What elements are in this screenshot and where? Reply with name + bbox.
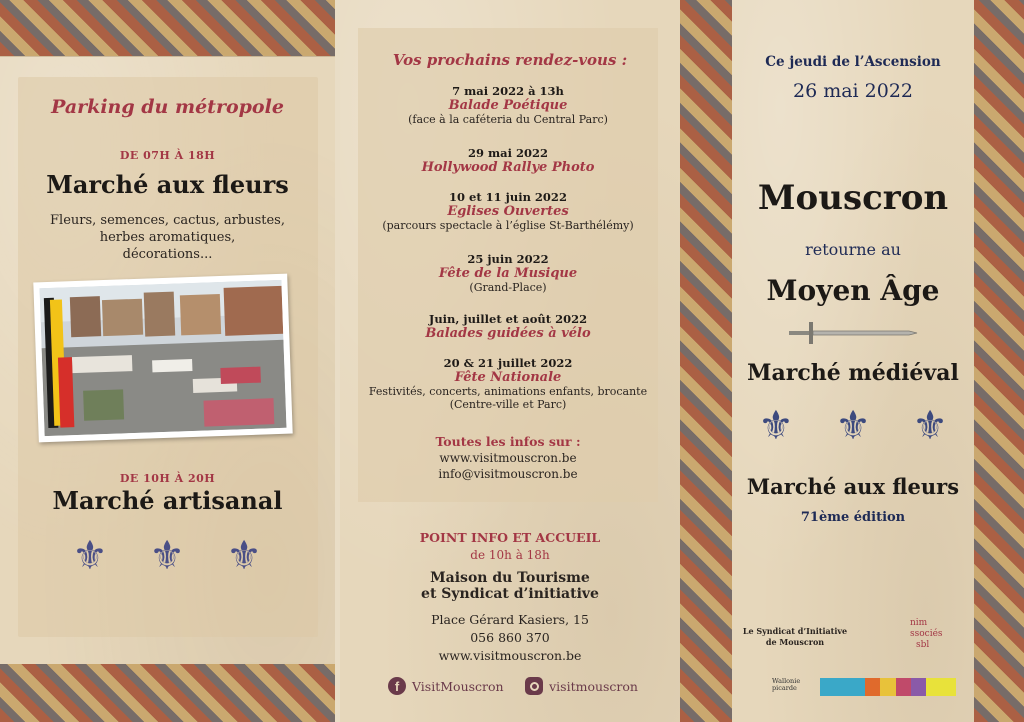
flower-description: [0, 212, 335, 263]
instagram-icon: [525, 677, 543, 695]
events-heading: Vos prochains rendez-vous :: [392, 51, 628, 69]
website-link[interactable]: www.visitmouscron.be: [438, 648, 582, 663]
market-photo-image: [39, 280, 286, 436]
event-date: 10 et 11 juin 2022: [449, 190, 567, 204]
event-date: 20 & 21 juillet 2022: [443, 356, 573, 370]
point-info-block: [340, 530, 680, 663]
maison-tourisme-line: Maison du Tourisme: [430, 570, 590, 586]
bottom-ornament-border: [0, 664, 335, 722]
syndicat-line: Le Syndicat d’Initiative: [742, 626, 848, 636]
event-item: [358, 356, 658, 432]
event-item: [358, 84, 658, 146]
fleur-de-lis-icon: ⚜: [835, 403, 871, 449]
event-date: 25 juin 2022: [467, 252, 549, 266]
wallonie-logo: [772, 678, 814, 692]
moyen-age-title: Moyen Âge: [766, 274, 940, 307]
point-info-hours: de 10h à 18h: [470, 548, 550, 562]
maison-tourisme-line: et Syndicat d’initiative: [421, 586, 599, 602]
event-note: Festivités, concerts, animations enfants, brocante: [368, 385, 648, 398]
left-fleurs-row: [72, 533, 262, 579]
left-ornament-border: [680, 0, 732, 722]
artisan-hours: DE 10H À 20H: [119, 472, 216, 485]
wallonie-line: picarde: [772, 684, 797, 692]
flower-market-title-right: Marché aux fleurs: [746, 474, 960, 499]
event-item: [358, 252, 658, 312]
facebook-link[interactable]: [388, 677, 504, 695]
returns-text: retourne au: [805, 240, 901, 259]
edition-text: 71ème édition: [800, 510, 906, 525]
event-title: Fête Nationale: [454, 370, 562, 385]
medieval-market-title: Marché médiéval: [747, 360, 959, 386]
facebook-icon: f: [388, 677, 406, 695]
instagram-link[interactable]: [525, 677, 638, 695]
right-inner: [732, 0, 974, 722]
event-title: Balade Poétique: [448, 98, 568, 113]
event-title: Balades guidées à vélo: [425, 326, 591, 341]
social-row: [388, 677, 638, 695]
flower-market-title: Marché aux fleurs: [46, 170, 289, 199]
fleur-de-lis-icon: ⚜: [72, 533, 108, 579]
event-date: 7 mai 2022 à 13h: [452, 84, 564, 98]
ascension-text: Ce jeudi de l’Ascension: [765, 54, 941, 70]
flower-desc-line: herbes aromatiques,: [99, 230, 236, 245]
event-item: [358, 312, 658, 356]
event-note: (face à la caféteria du Central Parc): [408, 113, 608, 126]
event-note: (Centre-ville et Parc): [449, 398, 567, 411]
artisan-market-title: Marché artisanal: [52, 486, 283, 515]
event-title: Eglises Ouvertes: [447, 204, 569, 219]
event-title: Fête de la Musique: [438, 266, 578, 281]
fleur-de-lis-icon: ⚜: [758, 403, 794, 449]
infos-website-link[interactable]: www.visitmouscron.be: [439, 451, 577, 465]
event-date: 29 mai 2022: [467, 146, 548, 160]
event-date-main: 26 mai 2022: [792, 80, 914, 102]
instagram-label: visitmouscron: [549, 678, 638, 694]
syndicat-logo: [740, 626, 850, 648]
event-item: [358, 146, 658, 190]
fleur-de-lis-icon: ⚜: [226, 533, 262, 579]
market-photo: [33, 274, 292, 443]
event-note: (parcours spectacle à l’église St-Barthélémy): [382, 219, 634, 232]
infos-block: [358, 434, 658, 481]
parking-title: Parking du métropole: [51, 96, 284, 118]
animations-associees-logo: [892, 618, 962, 654]
facebook-label: VisitMouscron: [412, 678, 504, 694]
wallonie-line: Wallonie: [772, 677, 801, 685]
event-date: Juin, juillet et août 2022: [428, 312, 588, 326]
flower-hours: DE 07H À 18H: [119, 149, 216, 162]
left-panel: [0, 0, 335, 722]
top-ornament-border: [0, 0, 335, 56]
event-title: Hollywood Rallye Photo: [421, 160, 595, 175]
fleur-de-lis-icon: ⚜: [912, 403, 948, 449]
flower-desc-line: décorations...: [122, 247, 213, 262]
right-fleurs-row: [758, 403, 948, 449]
anim-line: sbl: [916, 640, 930, 650]
right-panel: [680, 0, 1024, 722]
point-info-title: POINT INFO ET ACCUEIL: [419, 530, 601, 545]
event-list: [358, 84, 658, 432]
partner-color-bar: [820, 678, 956, 696]
anim-line: nim: [910, 618, 928, 628]
right-ornament-border: [974, 0, 1024, 722]
middle-panel: [340, 0, 680, 722]
syndicat-line: de Mouscron: [765, 637, 825, 647]
sword-icon: [787, 318, 919, 348]
event-item: [358, 190, 658, 252]
event-note: (Grand-Place): [469, 281, 547, 294]
infos-email-link[interactable]: info@visitmouscron.be: [438, 467, 578, 481]
phone-number: 056 860 370: [470, 630, 550, 645]
fleur-de-lis-icon: ⚜: [149, 533, 185, 579]
infos-label: Toutes les infos sur :: [435, 434, 581, 449]
flower-desc-line: Fleurs, semences, cactus, arbustes,: [50, 213, 285, 228]
anim-line: ssociés: [910, 629, 943, 639]
city-title: Mouscron: [757, 178, 949, 218]
address: Place Gérard Kasiers, 15: [431, 612, 589, 627]
